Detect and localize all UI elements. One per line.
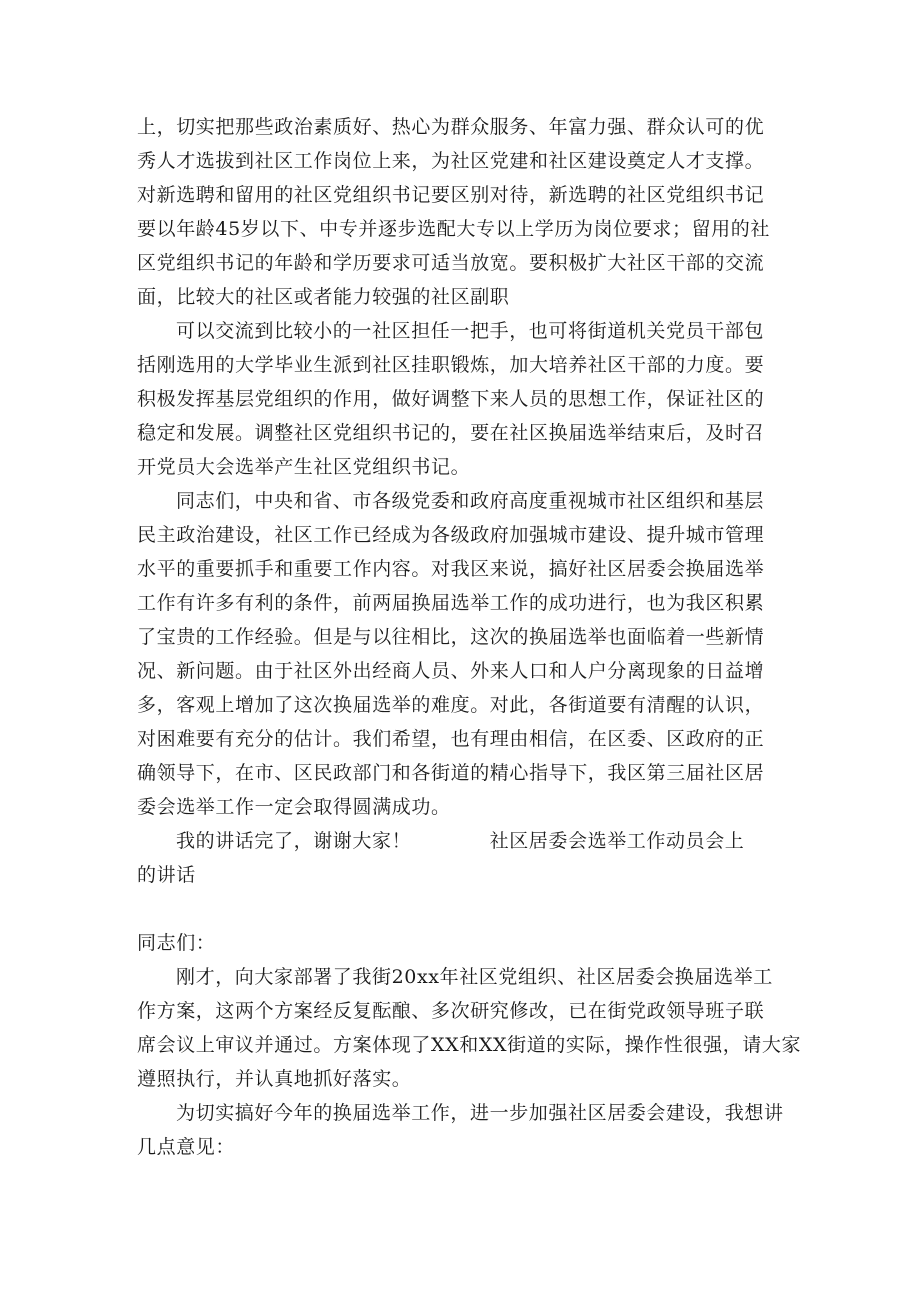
- text-line-16: 了宝贵的工作经验。但是与以往相比，这次的换届选举也面临着一些新情: [137, 626, 765, 648]
- text-line-21: 委会选举工作一定会取得圆满成功。: [137, 796, 451, 818]
- text-line-25: 刚才，向大家部署了我街20xx年社区党组织、社区居委会换届选举工: [176, 966, 773, 988]
- text-line-18: 多，客观上增加了这次换届选举的难度。对此，各街道要有清醒的认识，: [137, 694, 765, 716]
- text-line-6: 面，比较大的社区或者能力较强的社区副职: [137, 286, 510, 308]
- text-line-30: 几点意见：: [137, 1136, 236, 1158]
- text-line-2: 秀人才选拔到社区工作岗位上来，为社区党建和社区建设奠定人才支撑。: [137, 150, 765, 172]
- text-line-19: 对困难要有充分的估计。我们希望，也有理由相信，在区委、区政府的正: [137, 728, 765, 750]
- text-line-4: 要以年龄45岁以下、中专并逐步选配大专以上学历为岗位要求；留用的社: [137, 218, 770, 240]
- text-line-12: 同志们，中央和省、市各级党委和政府高度重视城市社区组织和基层: [176, 490, 765, 512]
- text-line-27: 席会议上审议并通过。方案体现了XX和XX街道的实际，操作性很强，请大家: [137, 1034, 802, 1056]
- text-line-20: 确领导下，在市、区民政部门和各街道的精心指导下，我区第三届社区居: [137, 762, 765, 784]
- text-line-3: 对新选聘和留用的社区党组织书记要区别对待，新选聘的社区党组织书记: [137, 184, 765, 206]
- text-line-5: 区党组织书记的年龄和学历要求可适当放宽。要积极扩大社区干部的交流: [137, 252, 765, 274]
- text-line-17: 况、新问题。由于社区外出经商人员、外来人口和人户分离现象的日益增: [137, 660, 765, 682]
- text-line-23: 的讲话: [137, 864, 196, 886]
- text-line-28: 遵照执行，并认真地抓好落实。: [137, 1068, 412, 1090]
- text-line-22: 我的讲话完了，谢谢大家！ 社区居委会选举工作动员会上: [176, 830, 745, 852]
- text-line-14: 水平的重要抓手和重要工作内容。对我区来说，搞好社区居委会换届选举: [137, 558, 765, 580]
- text-line-24: 同志们：: [137, 932, 216, 954]
- text-line-11: 开党员大会选举产生社区党组织书记。: [137, 456, 471, 478]
- text-line-1: 上，切实把那些政治素质好、热心为群众服务、年富力强、群众认可的优: [137, 116, 765, 138]
- text-line-26: 作方案，这两个方案经反复酝酿、多次研究修改，已在街党政领导班子联: [137, 1000, 765, 1022]
- text-line-29: 为切实搞好今年的换届选举工作，进一步加强社区居委会建设，我想讲: [176, 1102, 784, 1124]
- text-line-9: 积极发挥基层党组织的作用，做好调整下来人员的思想工作，保证社区的: [137, 388, 765, 410]
- text-line-15: 工作有许多有利的条件，前两届换届选举工作的成功进行，也为我区积累: [137, 592, 765, 614]
- text-line-8: 括刚选用的大学毕业生派到社区挂职锻炼，加大培养社区干部的力度。要: [137, 354, 765, 376]
- text-line-10: 稳定和发展。调整社区党组织书记的，要在社区换届选举结束后，及时召: [137, 422, 765, 444]
- text-line-7: 可以交流到比较小的一社区担任一把手，也可将街道机关党员干部包: [176, 320, 765, 342]
- text-line-13: 民主政治建设，社区工作已经成为各级政府加强城市建设、提升城市管理: [137, 524, 765, 546]
